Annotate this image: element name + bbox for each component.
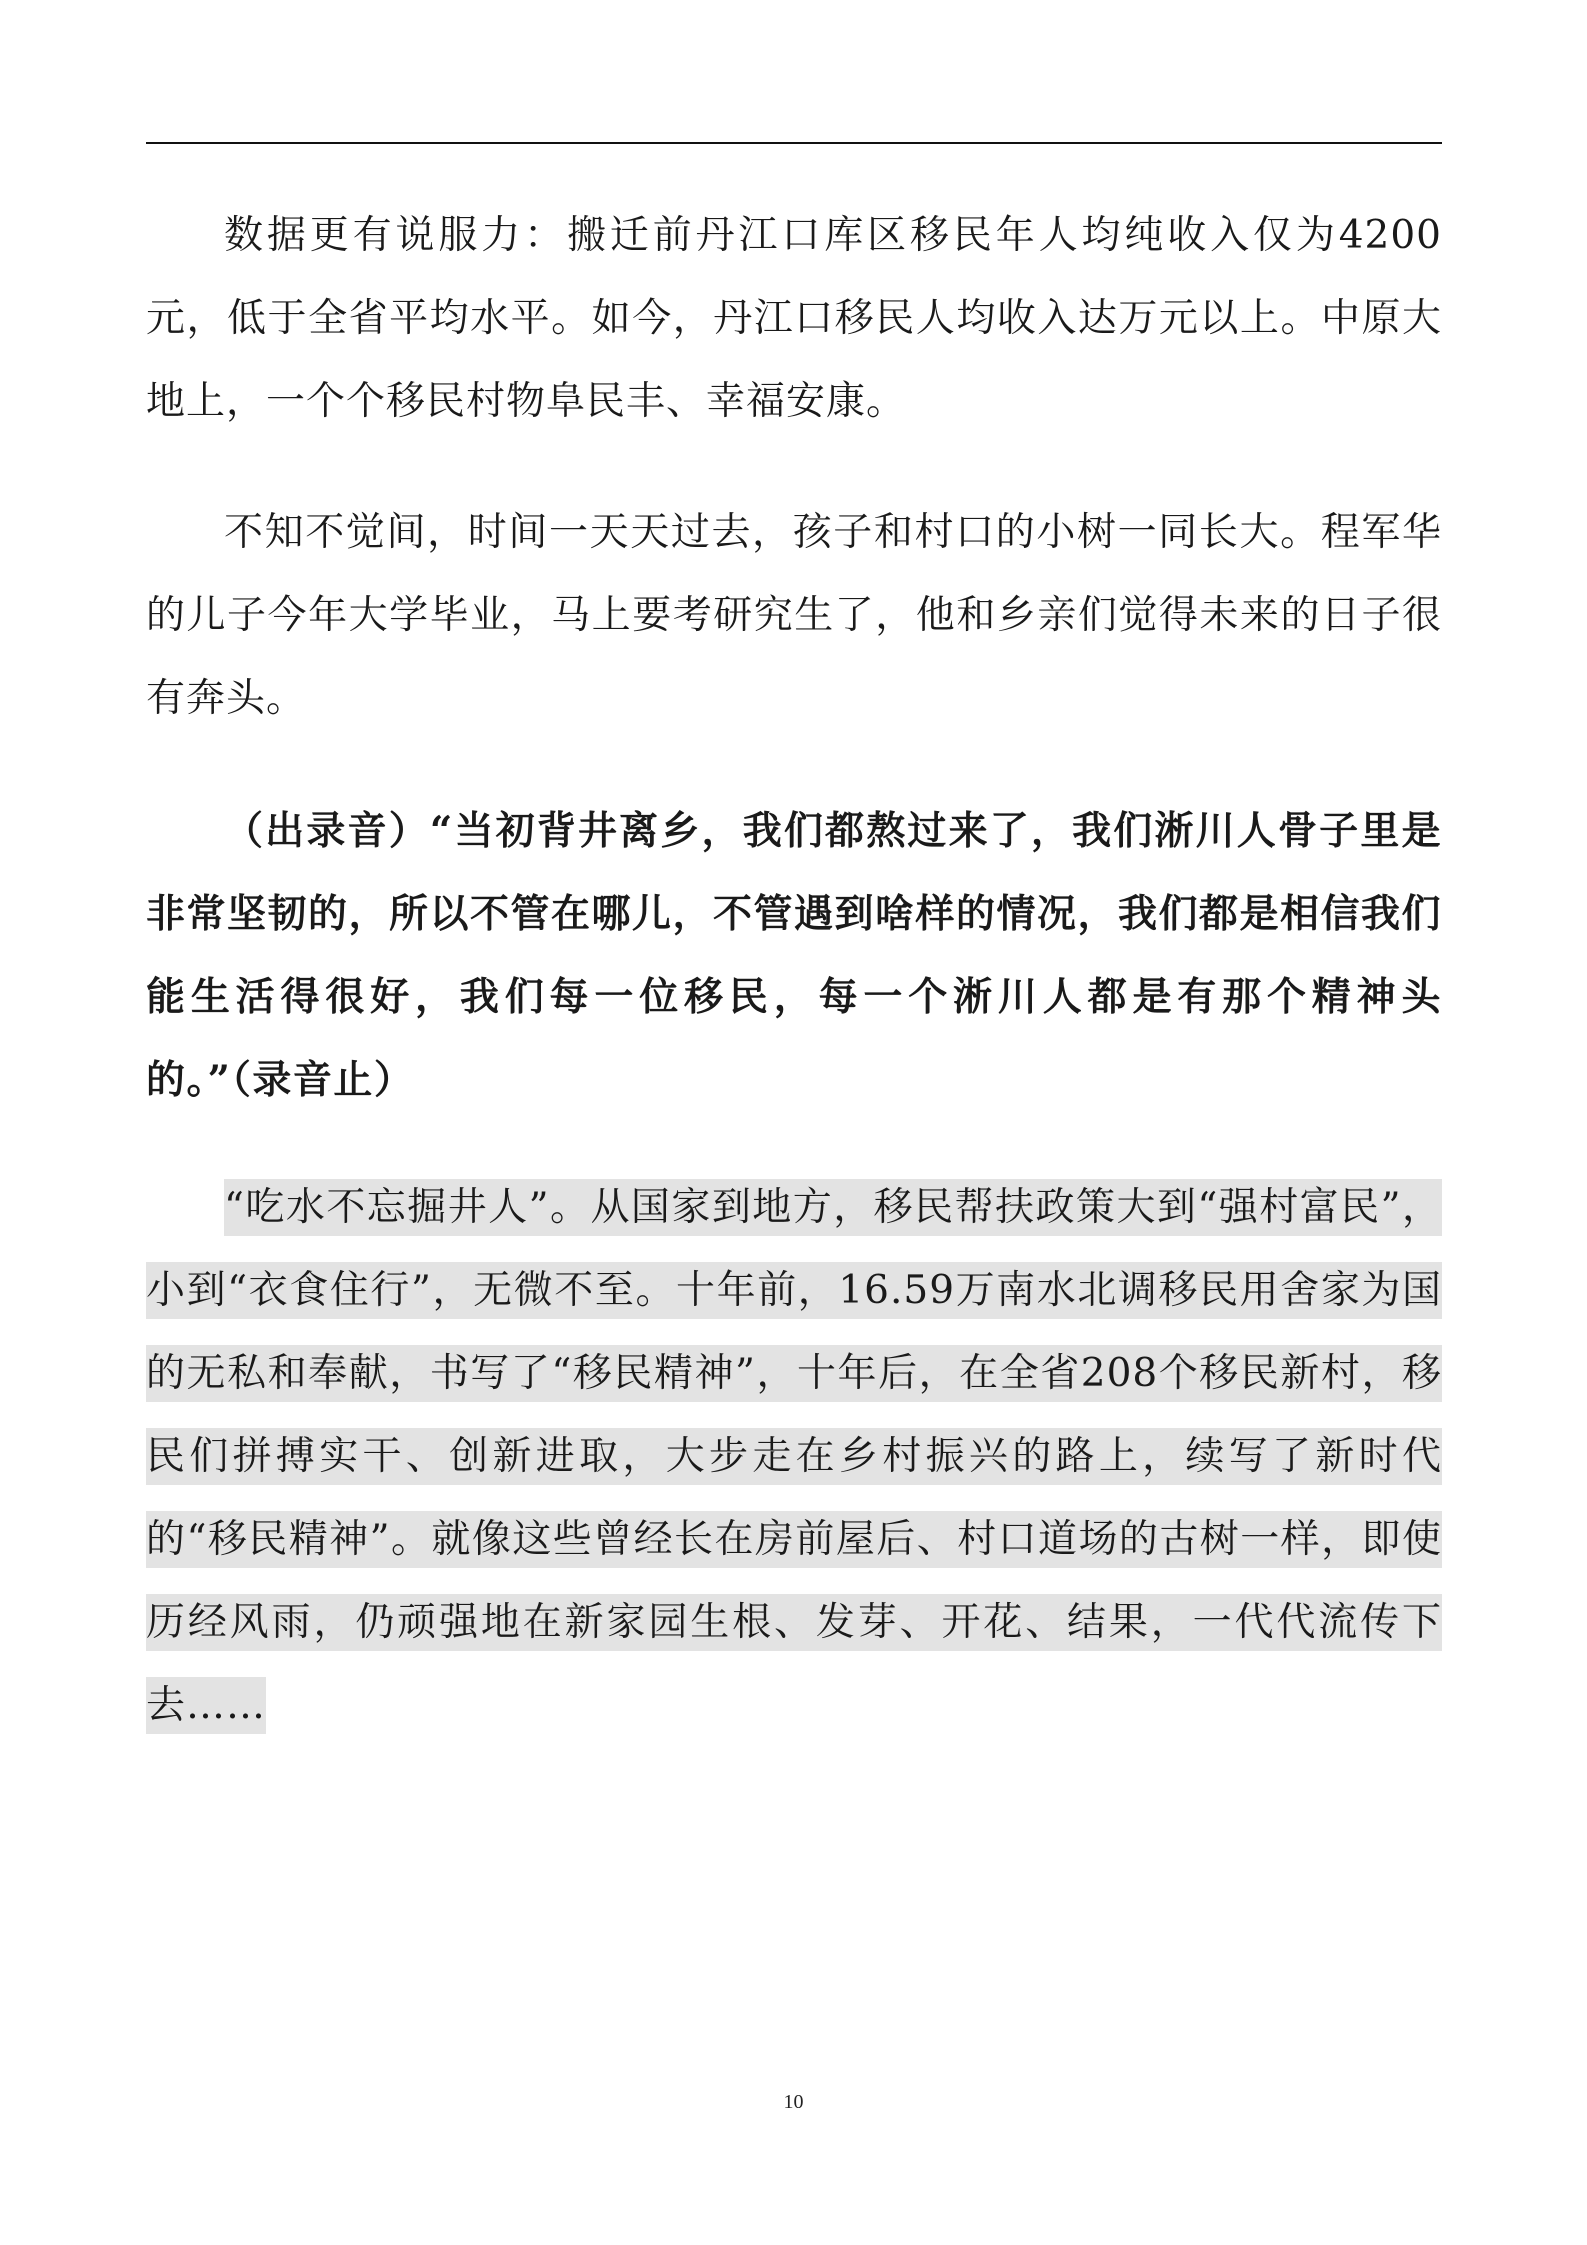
page-number: 10 (783, 2091, 804, 2113)
header-rule (146, 142, 1442, 144)
paragraph-recording-quote (146, 790, 1442, 1122)
paragraph-income-data (146, 194, 1442, 443)
paragraph-migrant-spirit (146, 1166, 1442, 1747)
paragraph-text: （出录音）“当初背井离乡，我们都熬过来了，我们淅川人骨子里是非常坚韧的，所以不管在哪儿，不管遇到啥样的情况，我们都是相信我们能生活得很好，我们每一位移民，每一个淅川人都是有那个精神头的。”（录音止） (146, 808, 1443, 1103)
paragraph-text: 不知不觉间，时间一天天过去，孩子和村口的小树一同长大。程军华的儿子今年大学毕业，马上要考研究生了，他和乡亲们觉得未来的日子很有奔头。 (146, 510, 1442, 721)
paragraph-time-passes (146, 491, 1442, 740)
highlighted-text: “吃水不忘掘井人”。从国家到地方，移民帮扶政策大到“强村富民”，小到“衣食住行”，无微不至。十年前，16.59万南水北调移民用舍家为国的无私和奉献，书写了“移民精神”，十年后，在全省208个移民新村，移民们拼搏实干、创新进取，大步走在乡村振兴的路上，续写了新时代的“移民精神”。就像这些曾经长在房前屋后、村口道场的古树一样，即使历经风雨，仍顽强地在新家园生根、发芽、开花、结果，一代代流传下去…… (146, 1179, 1442, 1734)
paragraph-text: 数据更有说服力：搬迁前丹江口库区移民年人均纯收入仅为4200元，低于全省平均水平。如今，丹江口移民人均收入达万元以上。中原大地上，一个个移民村物阜民丰、幸福安康。 (146, 213, 1442, 424)
